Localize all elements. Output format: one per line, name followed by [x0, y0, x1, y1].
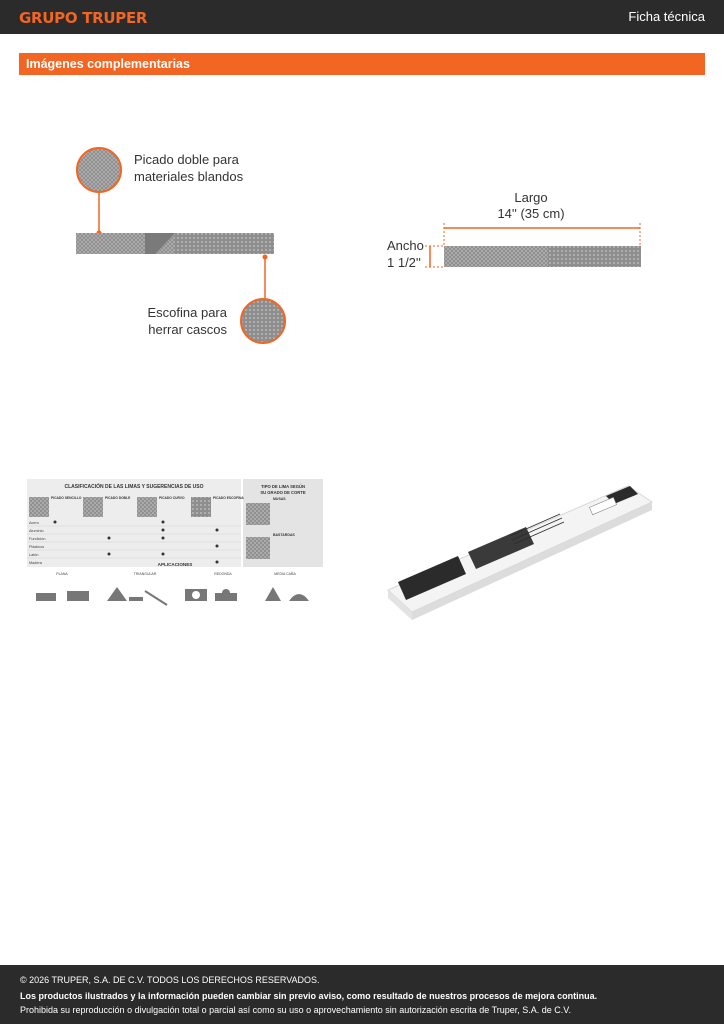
svg-text:CLASIFICACIÓN DE LAS LIMAS Y S: CLASIFICACIÓN DE LAS LIMAS Y SUGERENCIAS DE USO: [64, 484, 204, 490]
length-value: 14'' (35 cm): [497, 206, 565, 221]
packaging-box-figure: [384, 478, 654, 624]
svg-text:PICADO ESCOFINA: PICADO ESCOFINA: [213, 496, 244, 500]
svg-text:MUSAS: MUSAS: [273, 497, 286, 501]
footer-copyright: © 2026 TRUPER, S.A. DE C.V. TODOS LOS DERECHOS RESERVADOS.: [20, 975, 320, 985]
svg-text:PICADO SENCILLO: PICADO SENCILLO: [51, 496, 82, 500]
width-label: Ancho: [387, 238, 424, 253]
width-value: 1 1/2'': [387, 255, 421, 270]
footer: [0, 965, 724, 1024]
callout-double-cut-2: materiales blandos: [134, 169, 244, 184]
footer-prohibition: Prohibida su reproducción o divulgación total o parcial así como su uso o aprovechamiento sin autorización escrita de Truper, S.A. de C.V.: [20, 1005, 571, 1015]
svg-text:PICADO DOBLE: PICADO DOBLE: [105, 496, 131, 500]
document-type: Ficha técnica: [628, 9, 705, 24]
svg-text:MEDIA CAÑA: MEDIA CAÑA: [274, 572, 296, 576]
svg-text:PICADO CURVO: PICADO CURVO: [159, 496, 185, 500]
svg-text:Madera: Madera: [29, 561, 42, 565]
length-label: Largo: [514, 190, 548, 205]
callout-double-cut-1: Picado doble para: [134, 152, 239, 167]
rasp-magnifier: [241, 299, 285, 343]
footer-notice: Los productos ilustrados y la información pueden cambiar sin previo aviso, como resultado de nuestros procesos de mejora continua.: [20, 991, 598, 1001]
file-cut-types-figure: [60, 140, 300, 355]
svg-text:Aluminio: Aluminio: [29, 529, 44, 533]
section-title: Imágenes complementarias: [26, 57, 190, 71]
svg-text:Acero: Acero: [29, 521, 39, 525]
svg-text:REDONDA: REDONDA: [214, 572, 232, 576]
svg-text:TIPO DE LIMA SEGÚN: TIPO DE LIMA SEGÚN: [260, 484, 306, 489]
double-cut-magnifier: [77, 148, 121, 192]
top-bar: [0, 0, 724, 34]
svg-text:APLICACIONES: APLICACIONES: [157, 562, 193, 567]
file-dimensions-figure: [380, 185, 650, 275]
svg-text:TRIANGULAR: TRIANGULAR: [133, 572, 157, 576]
section-header: [19, 53, 705, 75]
svg-text:PLANA: PLANA: [56, 572, 68, 576]
callout-rasp-1: Escofina para: [147, 305, 227, 320]
svg-text:Plásticos: Plásticos: [29, 545, 45, 549]
svg-text:BASTARDAS: BASTARDAS: [273, 533, 295, 537]
truper-logo: GRUPO TRUPER: [19, 9, 148, 27]
callout-rasp-2: herrar cascos: [148, 322, 227, 337]
svg-text:SU GRADO DE CORTE: SU GRADO DE CORTE: [260, 490, 306, 495]
svg-text:Latón: Latón: [29, 553, 39, 557]
svg-text:Fundición: Fundición: [29, 537, 46, 541]
classification-table-figure: [27, 479, 323, 609]
